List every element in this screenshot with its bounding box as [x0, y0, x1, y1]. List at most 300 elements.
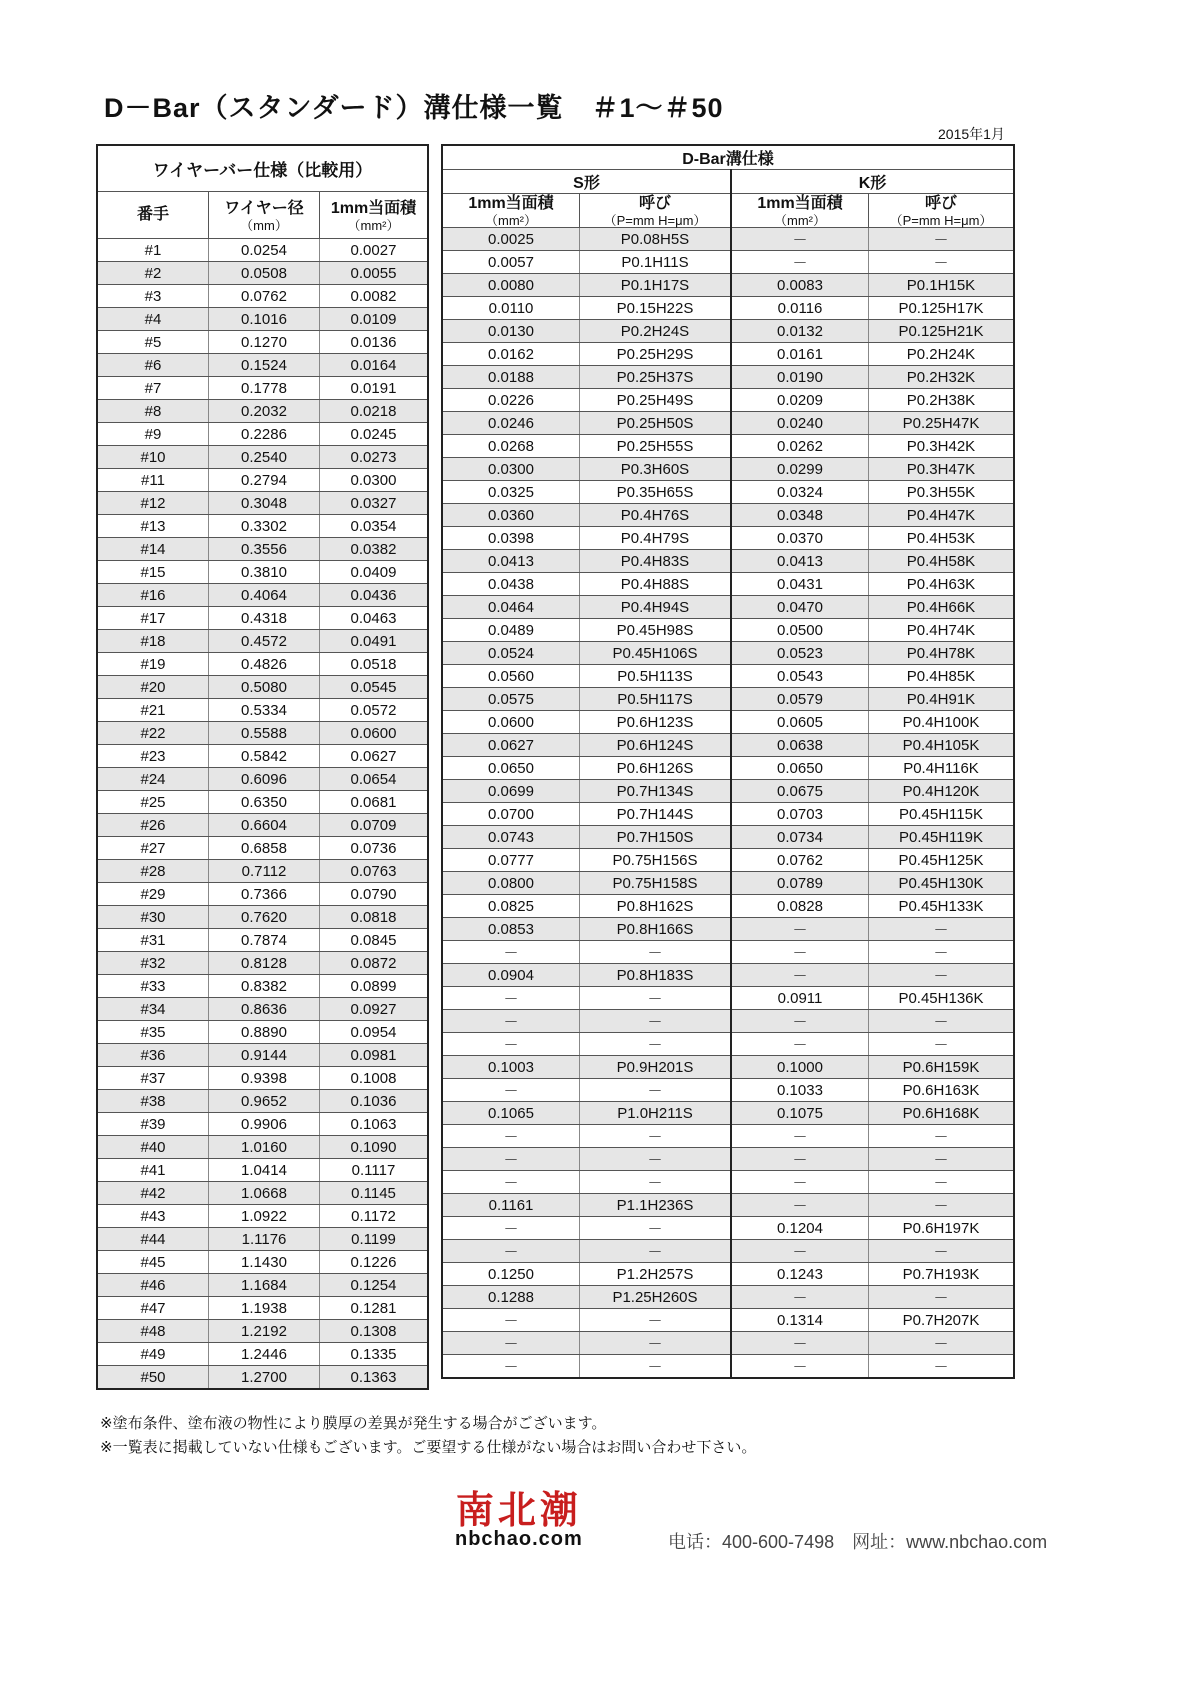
- cell-k-area: 0.0579: [731, 688, 869, 711]
- cell-count: #1: [97, 239, 209, 262]
- cell-s-area: 0.0398: [442, 527, 580, 550]
- cell-k-designation: －: [869, 918, 1015, 941]
- cell-k-designation: －: [869, 1332, 1015, 1355]
- cell-s-area: 0.1288: [442, 1286, 580, 1309]
- cell-area: 0.0763: [320, 860, 429, 883]
- table-row: [442, 941, 1014, 964]
- cell-area: 0.0273: [320, 446, 429, 469]
- cell-wire-diameter: 0.7366: [209, 883, 320, 906]
- cell-count: #30: [97, 906, 209, 929]
- cell-s-area: －: [442, 1171, 580, 1194]
- cell-count: #13: [97, 515, 209, 538]
- cell-s-area: 0.0360: [442, 504, 580, 527]
- cell-k-designation: －: [869, 964, 1015, 987]
- table-row: [442, 251, 1014, 274]
- cell-s-area: －: [442, 1240, 580, 1263]
- notes: [100, 1412, 756, 1460]
- cell-area: 0.0818: [320, 906, 429, 929]
- table-row: [442, 1010, 1014, 1033]
- table-row: [97, 975, 428, 998]
- cell-count: #32: [97, 952, 209, 975]
- s-area-header: 1mm当面積 （mm²）: [442, 194, 580, 228]
- cell-wire-diameter: 0.5080: [209, 676, 320, 699]
- cell-s-area: 0.0246: [442, 412, 580, 435]
- cell-s-area: －: [442, 1010, 580, 1033]
- cell-s-designation: －: [580, 1148, 732, 1171]
- cell-s-area: 0.0575: [442, 688, 580, 711]
- cell-s-area: 0.1003: [442, 1056, 580, 1079]
- cell-count: #17: [97, 607, 209, 630]
- table-row: [97, 1274, 428, 1297]
- cell-count: #39: [97, 1113, 209, 1136]
- cell-k-area: －: [731, 1171, 869, 1194]
- cell-k-area: －: [731, 1125, 869, 1148]
- cell-area: 0.1363: [320, 1366, 429, 1390]
- cell-count: #27: [97, 837, 209, 860]
- cell-s-area: －: [442, 1125, 580, 1148]
- cell-area: 0.1199: [320, 1228, 429, 1251]
- table-row: [97, 1021, 428, 1044]
- cell-k-area: －: [731, 1332, 869, 1355]
- cell-wire-diameter: 1.1684: [209, 1274, 320, 1297]
- cell-wire-diameter: 0.6096: [209, 768, 320, 791]
- cell-s-area: 0.0080: [442, 274, 580, 297]
- table-row: [442, 1056, 1014, 1079]
- cell-k-area: 0.0762: [731, 849, 869, 872]
- cell-k-designation: P0.125H17K: [869, 297, 1015, 320]
- cell-s-area: 0.0130: [442, 320, 580, 343]
- cell-wire-diameter: 1.2700: [209, 1366, 320, 1390]
- table-row: [97, 1113, 428, 1136]
- cell-k-area: 0.0116: [731, 297, 869, 320]
- cell-count: #31: [97, 929, 209, 952]
- table-row: [442, 918, 1014, 941]
- table-row: [97, 929, 428, 952]
- table-row: [97, 1320, 428, 1343]
- date-label: 2015年1月: [938, 126, 1005, 142]
- cell-wire-diameter: 0.0254: [209, 239, 320, 262]
- cell-area: 0.0954: [320, 1021, 429, 1044]
- cell-k-designation: －: [869, 1171, 1015, 1194]
- table-row: [442, 780, 1014, 803]
- cell-area: 0.0327: [320, 492, 429, 515]
- table-row: [442, 412, 1014, 435]
- cell-count: #49: [97, 1343, 209, 1366]
- cell-s-designation: －: [580, 1010, 732, 1033]
- cell-k-designation: P0.4H100K: [869, 711, 1015, 734]
- cell-k-area: 0.0299: [731, 458, 869, 481]
- cell-k-designation: －: [869, 1355, 1015, 1379]
- cell-k-designation: P0.4H58K: [869, 550, 1015, 573]
- cell-wire-diameter: 0.1524: [209, 354, 320, 377]
- table-row: [442, 987, 1014, 1010]
- table-row: [97, 308, 428, 331]
- table-row: [442, 1263, 1014, 1286]
- cell-k-area: 0.0500: [731, 619, 869, 642]
- cell-s-designation: P0.7H150S: [580, 826, 732, 849]
- cell-count: #11: [97, 469, 209, 492]
- cell-s-area: 0.0162: [442, 343, 580, 366]
- table-row: [442, 1171, 1014, 1194]
- cell-k-area: 0.1033: [731, 1079, 869, 1102]
- cell-s-area: 0.0438: [442, 573, 580, 596]
- cell-count: #35: [97, 1021, 209, 1044]
- cell-wire-diameter: 0.8382: [209, 975, 320, 998]
- cell-k-designation: P0.4H120K: [869, 780, 1015, 803]
- cell-count: #37: [97, 1067, 209, 1090]
- cell-k-designation: P0.3H42K: [869, 435, 1015, 458]
- cell-k-designation: －: [869, 1240, 1015, 1263]
- table-row: [442, 435, 1014, 458]
- cell-k-area: －: [731, 1148, 869, 1171]
- cell-k-area: 0.0161: [731, 343, 869, 366]
- table-row: [97, 423, 428, 446]
- cell-s-designation: P0.7H134S: [580, 780, 732, 803]
- cell-s-area: 0.0325: [442, 481, 580, 504]
- cell-k-area: －: [731, 1286, 869, 1309]
- cell-count: #40: [97, 1136, 209, 1159]
- cell-k-area: 0.1075: [731, 1102, 869, 1125]
- cell-wire-diameter: 0.6604: [209, 814, 320, 837]
- cell-s-area: －: [442, 1148, 580, 1171]
- cell-s-designation: P0.8H162S: [580, 895, 732, 918]
- cell-area: 0.0654: [320, 768, 429, 791]
- table-row: [442, 527, 1014, 550]
- cell-k-area: 0.0605: [731, 711, 869, 734]
- cell-k-designation: P0.4H85K: [869, 665, 1015, 688]
- cell-k-area: 0.0348: [731, 504, 869, 527]
- cell-k-designation: P0.4H105K: [869, 734, 1015, 757]
- table-row: [442, 320, 1014, 343]
- col-wire-diameter-header: ワイヤー径 （mm）: [209, 192, 320, 239]
- cell-k-designation: －: [869, 1010, 1015, 1033]
- cell-k-designation: P0.7H193K: [869, 1263, 1015, 1286]
- page-title: D－Bar（スタンダード）溝仕様一覧 ＃1～＃50: [104, 93, 724, 123]
- table-row: [97, 745, 428, 768]
- cell-area: 0.0055: [320, 262, 429, 285]
- table-row: [97, 354, 428, 377]
- cell-s-designation: P0.3H60S: [580, 458, 732, 481]
- cell-k-area: 0.0413: [731, 550, 869, 573]
- table-row: [97, 883, 428, 906]
- table-row: [442, 1355, 1014, 1379]
- cell-k-area: －: [731, 918, 869, 941]
- cell-k-designation: －: [869, 1033, 1015, 1056]
- table-row: [97, 699, 428, 722]
- table-row: [442, 504, 1014, 527]
- cell-wire-diameter: 0.5842: [209, 745, 320, 768]
- cell-count: #26: [97, 814, 209, 837]
- cell-s-designation: P0.9H201S: [580, 1056, 732, 1079]
- cell-s-area: 0.0699: [442, 780, 580, 803]
- cell-wire-diameter: 0.1778: [209, 377, 320, 400]
- table-row: [97, 607, 428, 630]
- cell-s-area: 0.0853: [442, 918, 580, 941]
- cell-wire-diameter: 0.4318: [209, 607, 320, 630]
- cell-s-designation: －: [580, 1171, 732, 1194]
- table-row: [97, 1343, 428, 1366]
- cell-s-area: －: [442, 1033, 580, 1056]
- cell-wire-diameter: 1.0668: [209, 1182, 320, 1205]
- cell-s-designation: －: [580, 1309, 732, 1332]
- cell-k-designation: P0.2H38K: [869, 389, 1015, 412]
- cell-count: #33: [97, 975, 209, 998]
- cell-count: #50: [97, 1366, 209, 1390]
- cell-s-designation: P1.0H211S: [580, 1102, 732, 1125]
- cell-s-designation: －: [580, 941, 732, 964]
- dbar-group-header: D-Bar溝仕様: [442, 145, 1014, 170]
- table-row: [97, 1067, 428, 1090]
- cell-s-designation: P0.75H158S: [580, 872, 732, 895]
- table-row: [442, 1102, 1014, 1125]
- cell-s-designation: P0.5H117S: [580, 688, 732, 711]
- cell-s-designation: P0.25H49S: [580, 389, 732, 412]
- cell-s-designation: －: [580, 987, 732, 1010]
- table-row: [97, 1228, 428, 1251]
- table-row: [97, 446, 428, 469]
- cell-k-area: 0.0324: [731, 481, 869, 504]
- cell-k-area: －: [731, 1010, 869, 1033]
- cell-area: 0.1008: [320, 1067, 429, 1090]
- cell-area: 0.0872: [320, 952, 429, 975]
- table-row: [97, 837, 428, 860]
- cell-wire-diameter: 0.8636: [209, 998, 320, 1021]
- cell-k-designation: P0.45H115K: [869, 803, 1015, 826]
- cell-k-designation: P0.3H55K: [869, 481, 1015, 504]
- cell-wire-diameter: 1.1176: [209, 1228, 320, 1251]
- cell-k-area: 0.1243: [731, 1263, 869, 1286]
- cell-s-designation: P0.25H50S: [580, 412, 732, 435]
- cell-s-designation: －: [580, 1033, 732, 1056]
- cell-s-designation: P1.25H260S: [580, 1286, 732, 1309]
- cell-area: 0.0681: [320, 791, 429, 814]
- cell-s-area: －: [442, 941, 580, 964]
- cell-k-area: －: [731, 251, 869, 274]
- cell-s-designation: P0.4H76S: [580, 504, 732, 527]
- table-row: [97, 400, 428, 423]
- cell-k-designation: －: [869, 1148, 1015, 1171]
- table-row: [97, 1159, 428, 1182]
- table-row: [442, 481, 1014, 504]
- cell-count: #29: [97, 883, 209, 906]
- table-row: [442, 734, 1014, 757]
- cell-wire-diameter: 1.2192: [209, 1320, 320, 1343]
- cell-wire-diameter: 0.3302: [209, 515, 320, 538]
- cell-s-designation: P1.2H257S: [580, 1263, 732, 1286]
- cell-s-designation: P0.35H65S: [580, 481, 732, 504]
- cell-k-designation: －: [869, 1125, 1015, 1148]
- cell-k-designation: P0.45H136K: [869, 987, 1015, 1010]
- table-row: [97, 1297, 428, 1320]
- cell-k-designation: P0.4H66K: [869, 596, 1015, 619]
- table-row: [442, 642, 1014, 665]
- cell-k-area: 0.1000: [731, 1056, 869, 1079]
- table-row: [442, 619, 1014, 642]
- cell-area: 0.1308: [320, 1320, 429, 1343]
- cell-wire-diameter: 0.0508: [209, 262, 320, 285]
- cell-wire-diameter: 0.1270: [209, 331, 320, 354]
- table-row: [442, 688, 1014, 711]
- table-row: [97, 285, 428, 308]
- cell-s-area: －: [442, 987, 580, 1010]
- cell-area: 0.0845: [320, 929, 429, 952]
- cell-s-area: 0.0600: [442, 711, 580, 734]
- cell-count: #6: [97, 354, 209, 377]
- cell-s-designation: －: [580, 1240, 732, 1263]
- table-row: [97, 492, 428, 515]
- cell-area: 0.1036: [320, 1090, 429, 1113]
- cell-s-area: 0.0300: [442, 458, 580, 481]
- cell-s-designation: P0.45H106S: [580, 642, 732, 665]
- cell-area: 0.1254: [320, 1274, 429, 1297]
- cell-area: 0.0027: [320, 239, 429, 262]
- cell-wire-diameter: 0.2794: [209, 469, 320, 492]
- cell-k-designation: P0.1H15K: [869, 274, 1015, 297]
- cell-k-designation: P0.6H168K: [869, 1102, 1015, 1125]
- cell-s-area: －: [442, 1079, 580, 1102]
- cell-wire-diameter: 1.1430: [209, 1251, 320, 1274]
- cell-s-designation: P0.4H94S: [580, 596, 732, 619]
- cell-s-designation: P0.1H11S: [580, 251, 732, 274]
- table-row: [97, 1136, 428, 1159]
- cell-s-designation: P0.6H123S: [580, 711, 732, 734]
- cell-k-area: －: [731, 964, 869, 987]
- cell-k-area: 0.0523: [731, 642, 869, 665]
- cell-k-area: 0.0789: [731, 872, 869, 895]
- cell-s-area: 0.0268: [442, 435, 580, 458]
- table-row: [442, 757, 1014, 780]
- cell-area: 0.0981: [320, 1044, 429, 1067]
- table-row: [442, 849, 1014, 872]
- table-row: [442, 458, 1014, 481]
- cell-s-area: 0.0057: [442, 251, 580, 274]
- table-row: [97, 630, 428, 653]
- cell-s-area: 0.0188: [442, 366, 580, 389]
- cell-wire-diameter: 0.7112: [209, 860, 320, 883]
- table-row: [442, 1079, 1014, 1102]
- cell-s-area: 0.0700: [442, 803, 580, 826]
- table-row: [442, 596, 1014, 619]
- table-row: [97, 722, 428, 745]
- table-row: [97, 1044, 428, 1067]
- cell-area: 0.0382: [320, 538, 429, 561]
- cell-s-designation: P0.4H88S: [580, 573, 732, 596]
- table-row: [442, 665, 1014, 688]
- cell-wire-diameter: 0.2286: [209, 423, 320, 446]
- cell-area: 0.0518: [320, 653, 429, 676]
- cell-s-area: 0.1250: [442, 1263, 580, 1286]
- cell-area: 0.0627: [320, 745, 429, 768]
- cell-s-area: －: [442, 1332, 580, 1355]
- cell-count: #8: [97, 400, 209, 423]
- table-row: [442, 1286, 1014, 1309]
- cell-k-area: －: [731, 1033, 869, 1056]
- cell-s-designation: P0.6H124S: [580, 734, 732, 757]
- table-row: [97, 584, 428, 607]
- cell-wire-diameter: 0.4572: [209, 630, 320, 653]
- cell-count: #22: [97, 722, 209, 745]
- cell-s-designation: P0.75H156S: [580, 849, 732, 872]
- table-row: [442, 803, 1014, 826]
- table-row: [97, 1090, 428, 1113]
- cell-s-designation: P0.15H22S: [580, 297, 732, 320]
- cell-k-designation: －: [869, 941, 1015, 964]
- cell-count: #34: [97, 998, 209, 1021]
- cell-k-area: －: [731, 941, 869, 964]
- cell-area: 0.1281: [320, 1297, 429, 1320]
- cell-area: 0.0082: [320, 285, 429, 308]
- cell-count: #36: [97, 1044, 209, 1067]
- cell-wire-diameter: 0.5334: [209, 699, 320, 722]
- cell-k-area: 0.0470: [731, 596, 869, 619]
- cell-s-area: 0.0560: [442, 665, 580, 688]
- cell-s-designation: P0.25H37S: [580, 366, 732, 389]
- cell-s-designation: P0.6H126S: [580, 757, 732, 780]
- cell-k-designation: P0.4H53K: [869, 527, 1015, 550]
- col-area-header: 1mm当面積 （mm²）: [320, 192, 429, 239]
- cell-k-area: 0.0650: [731, 757, 869, 780]
- cell-k-area: 0.0132: [731, 320, 869, 343]
- cell-s-designation: －: [580, 1332, 732, 1355]
- cell-wire-diameter: 0.6350: [209, 791, 320, 814]
- cell-s-area: 0.0800: [442, 872, 580, 895]
- cell-area: 0.1145: [320, 1182, 429, 1205]
- cell-k-designation: P0.2H24K: [869, 343, 1015, 366]
- cell-s-designation: －: [580, 1125, 732, 1148]
- cell-k-designation: P0.3H47K: [869, 458, 1015, 481]
- cell-k-area: 0.0543: [731, 665, 869, 688]
- cell-k-area: 0.0262: [731, 435, 869, 458]
- cell-area: 0.0218: [320, 400, 429, 423]
- note-1: ※塗布条件、塗布液の物性により膜厚の差異が発生する場合がございます。: [100, 1415, 607, 1432]
- cell-k-designation: P0.4H74K: [869, 619, 1015, 642]
- cell-wire-diameter: 0.8128: [209, 952, 320, 975]
- cell-area: 0.1172: [320, 1205, 429, 1228]
- cell-k-area: 0.0734: [731, 826, 869, 849]
- cell-wire-diameter: 1.0160: [209, 1136, 320, 1159]
- cell-s-designation: P0.7H144S: [580, 803, 732, 826]
- cell-count: #25: [97, 791, 209, 814]
- table-row: [97, 331, 428, 354]
- logo-chinese: 南北潮: [455, 1487, 582, 1532]
- cell-wire-diameter: 0.2032: [209, 400, 320, 423]
- table-row: [442, 872, 1014, 895]
- cell-area: 0.0164: [320, 354, 429, 377]
- cell-area: 0.1117: [320, 1159, 429, 1182]
- cell-area: 0.0600: [320, 722, 429, 745]
- cell-k-designation: P0.6H163K: [869, 1079, 1015, 1102]
- table-row: [442, 343, 1014, 366]
- cell-k-designation: P0.4H47K: [869, 504, 1015, 527]
- cell-wire-diameter: 0.1016: [209, 308, 320, 331]
- cell-area: 0.0436: [320, 584, 429, 607]
- note-2: ※一覧表に掲載していない仕様もございます。ご要望する仕様がない場合はお問い合わせ下さい。: [100, 1439, 757, 1456]
- cell-s-area: 0.1065: [442, 1102, 580, 1125]
- cell-count: #23: [97, 745, 209, 768]
- cell-k-designation: －: [869, 1194, 1015, 1217]
- table-row: [97, 239, 428, 262]
- dbar-groove-spec-table: [441, 144, 1015, 1379]
- cell-k-designation: P0.25H47K: [869, 412, 1015, 435]
- cell-k-area: 0.1204: [731, 1217, 869, 1240]
- cell-count: #12: [97, 492, 209, 515]
- cell-s-designation: P0.25H29S: [580, 343, 732, 366]
- cell-wire-diameter: 1.1938: [209, 1297, 320, 1320]
- cell-wire-diameter: 0.3556: [209, 538, 320, 561]
- cell-wire-diameter: 0.9398: [209, 1067, 320, 1090]
- cell-wire-diameter: 0.4826: [209, 653, 320, 676]
- cell-s-area: 0.0413: [442, 550, 580, 573]
